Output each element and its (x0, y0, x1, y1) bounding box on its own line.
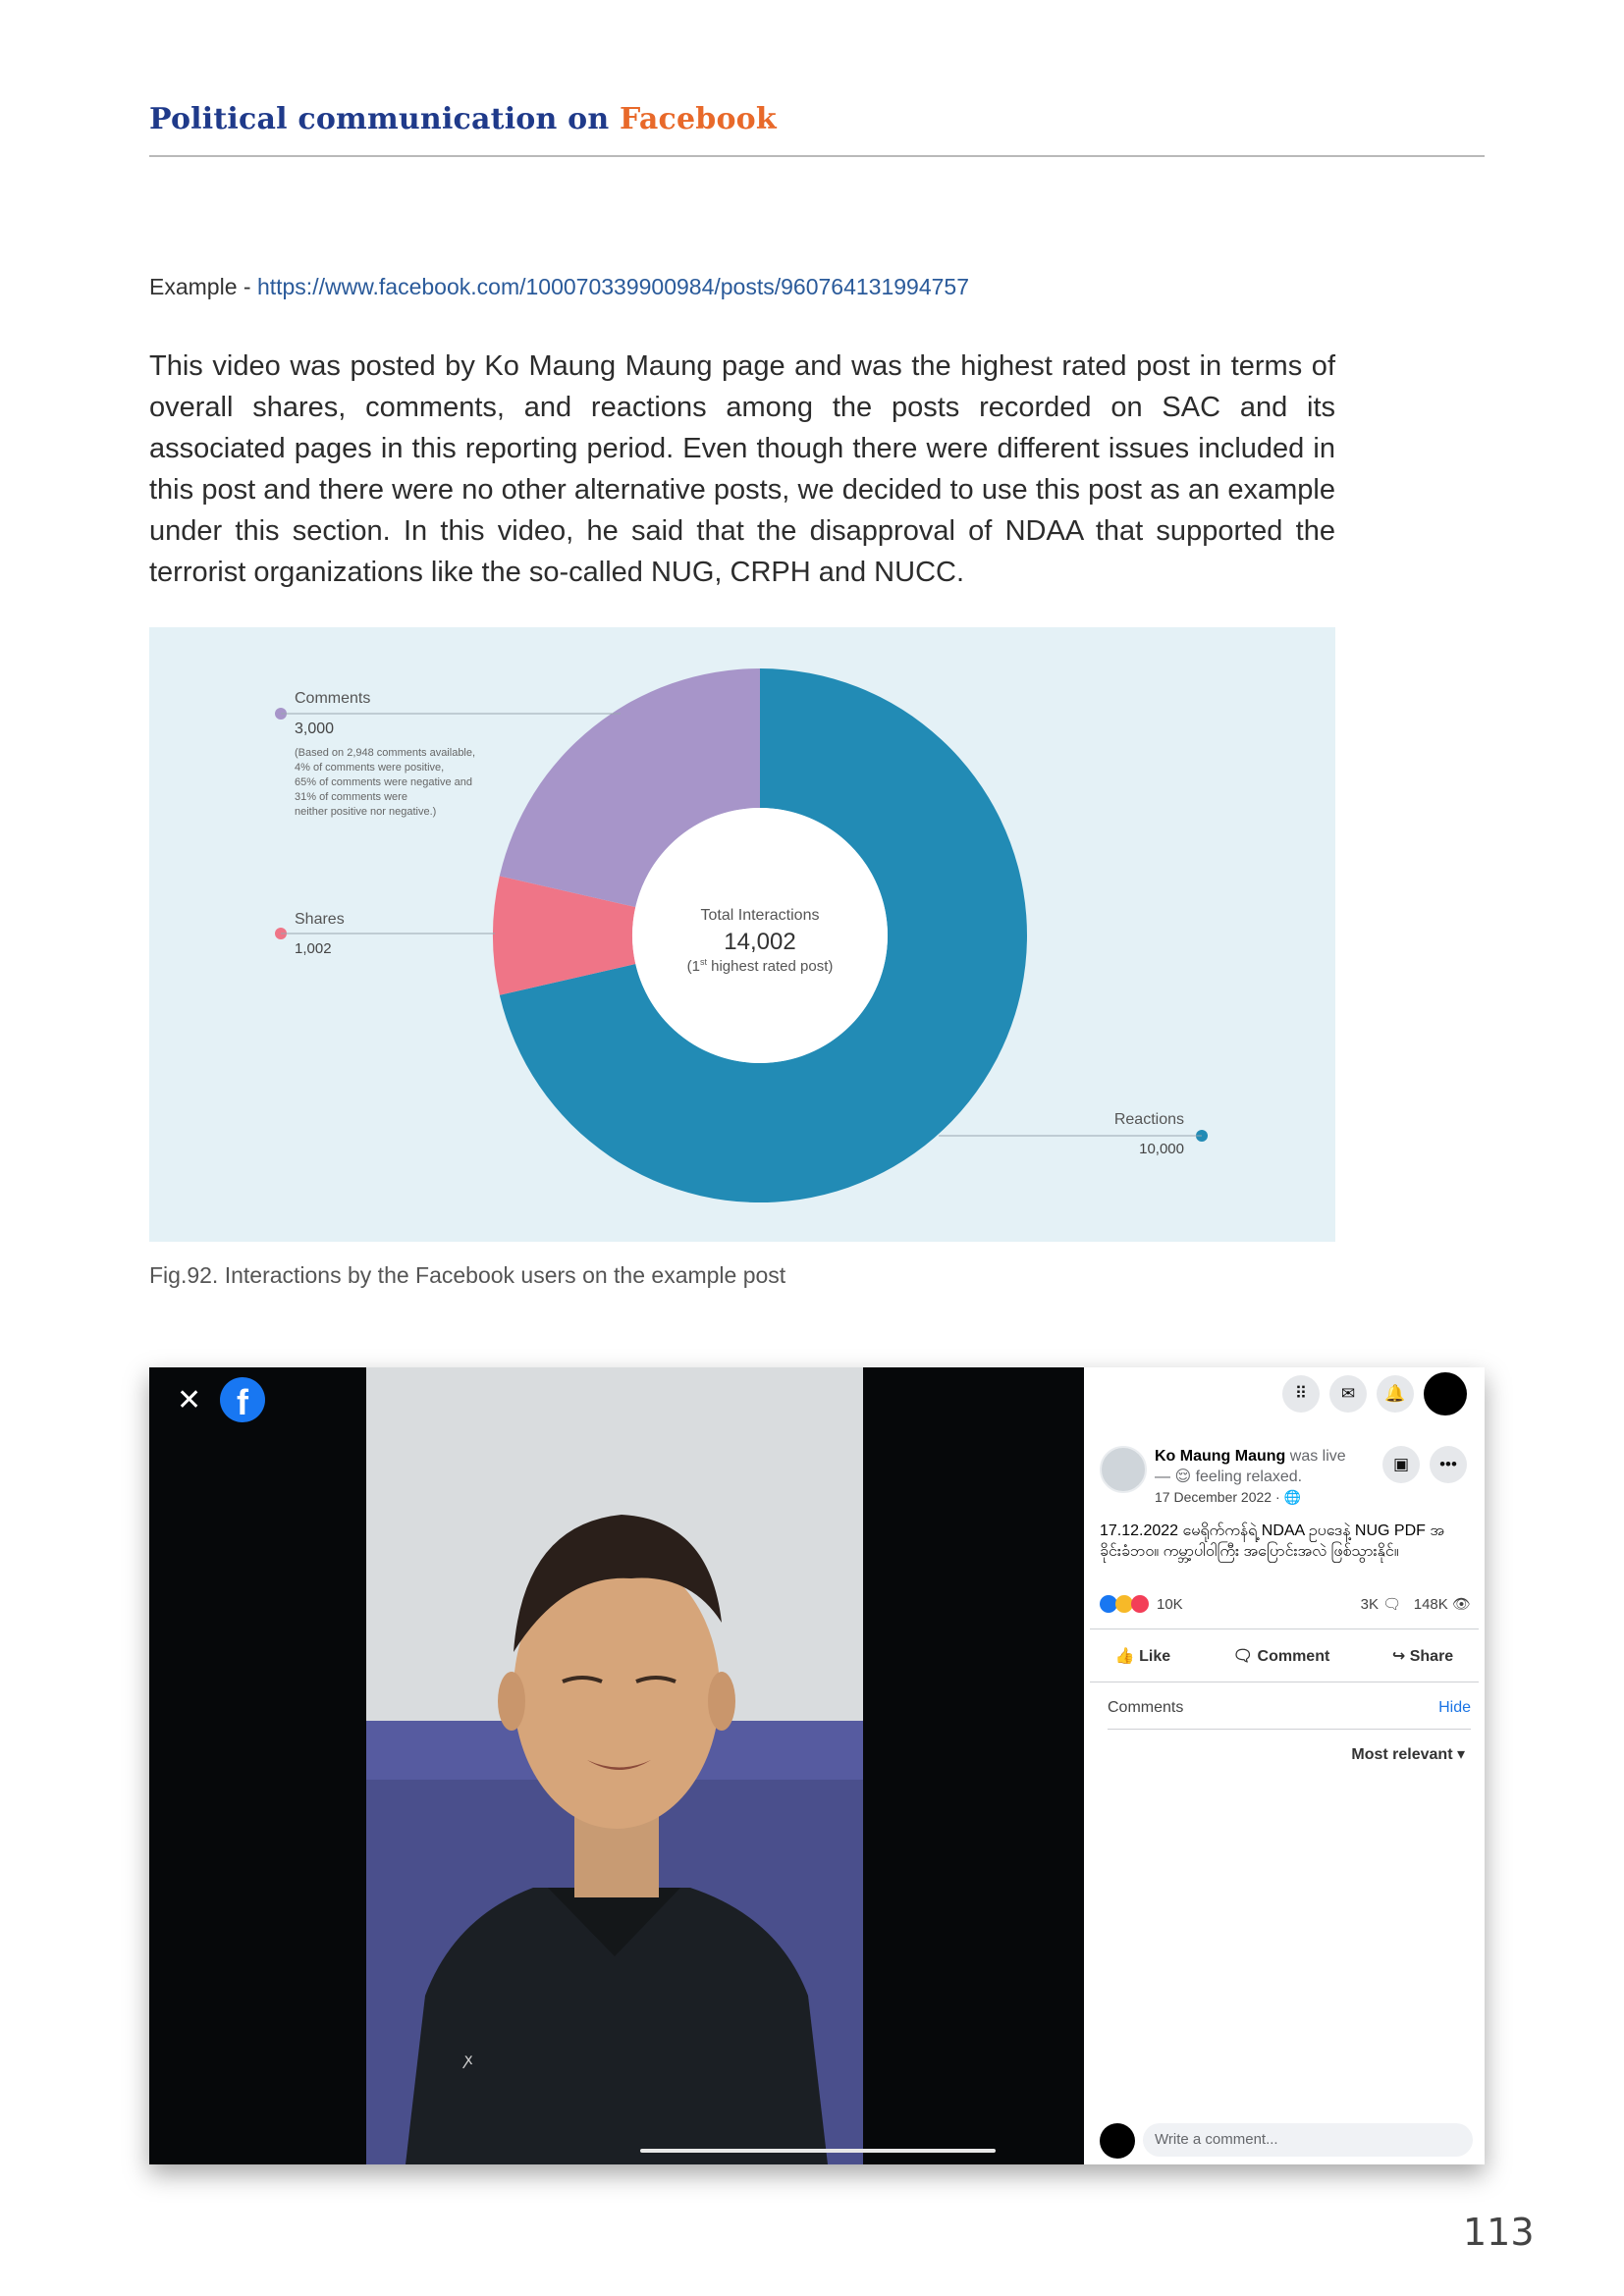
header-title-text: Political communication on (149, 102, 621, 136)
hide-comments-link[interactable]: Hide (1438, 1699, 1471, 1716)
video-frame[interactable] (366, 1367, 863, 2164)
like-button[interactable]: 👍 Like (1114, 1648, 1171, 1665)
example-label: Example - (149, 274, 257, 299)
facebook-screenshot (149, 1367, 1485, 2164)
comments-note-line: 4% of comments were positive, (295, 762, 445, 774)
post-date[interactable]: 17 December 2022 · 🌐 (1155, 1489, 1301, 1505)
views-count: 148K 👁 (1413, 1596, 1471, 1613)
post-action-bar (1084, 1634, 1485, 1678)
comments-header (1108, 1699, 1471, 1717)
label-shares: Shares (295, 911, 345, 928)
running-header (149, 102, 777, 136)
share-label: Share (1409, 1648, 1454, 1665)
figure-caption: Fig.92. Interactions by the Facebook users on the example post (149, 1262, 786, 1288)
center-label: Total Interactions (700, 907, 820, 924)
save-icon[interactable]: ▣ (1382, 1446, 1420, 1483)
svg-text:ꭗ: ꭗ (464, 2052, 473, 2068)
value-shares: 1,002 (295, 940, 332, 957)
more-options-icon[interactable]: ••• (1430, 1446, 1467, 1483)
facebook-logo-icon: f (220, 1377, 265, 1422)
divider (1108, 1729, 1471, 1730)
reactions-count: 10K (1157, 1595, 1183, 1613)
close-icon[interactable]: ✕ (177, 1384, 202, 1416)
notifications-bell-icon[interactable]: 🔔 (1377, 1375, 1414, 1413)
video-person-image (366, 1367, 863, 2164)
reactions-summary[interactable] (1100, 1595, 1183, 1613)
commenter-avatar (1100, 2123, 1135, 2159)
page-name[interactable]: Ko Maung Maung (1155, 1448, 1286, 1465)
love-reaction-icon (1131, 1595, 1149, 1613)
header-title-highlight: Facebook (620, 102, 777, 136)
comments-note-line: (Based on 2,948 comments available, (295, 747, 476, 759)
comments-note-line: 65% of comments were negative and (295, 776, 472, 788)
video-progress-bar[interactable] (640, 2149, 996, 2153)
counts-right (1361, 1595, 1471, 1613)
center-value: 14,002 (724, 929, 796, 955)
messenger-icon[interactable]: ✉ (1329, 1375, 1367, 1413)
value-comments: 3,000 (295, 721, 335, 737)
post-actions-top (1382, 1446, 1467, 1483)
comments-label: Comments (1108, 1699, 1184, 1716)
header-rule (149, 155, 1485, 157)
post-sidebar (1084, 1367, 1485, 2164)
share-button[interactable]: ↪ Share (1391, 1648, 1454, 1665)
post-author (1155, 1446, 1390, 1487)
comment-label: Comment (1257, 1648, 1330, 1665)
example-line (149, 274, 969, 300)
profile-avatar[interactable] (1424, 1372, 1467, 1415)
value-reactions: 10,000 (1139, 1141, 1184, 1157)
post-text: 17.12.2022 မေရိုက်ကန်ရဲ့ NDAA ဥပဒေနဲ့ NUG PDF အခိုင်းခံဘဝ။ ကမ္ဘာ့ပါဝါကြီး အပြောင်းအလဲ ဖြစ်သွားနိုင်။ (1100, 1522, 1445, 1560)
example-link[interactable]: https://www.facebook.com/100070339900984/posts/960764131994757 (256, 274, 969, 299)
center-note: (1st highest rated post) (686, 957, 834, 975)
was-live-text: was live (1289, 1448, 1346, 1465)
donut-chart-svg (149, 627, 1335, 1242)
comments-note-line: neither positive nor negative.) (295, 806, 437, 818)
page-number: 113 (1463, 2211, 1535, 2254)
label-reactions: Reactions (1113, 1111, 1184, 1128)
menu-grid-icon[interactable]: ⠿ (1282, 1375, 1320, 1413)
comment-input[interactable]: Write a comment... (1143, 2123, 1473, 2157)
comments-count[interactable]: 3K 🗨 (1360, 1596, 1402, 1613)
sort-comments-dropdown[interactable]: Most relevant ▾ (1351, 1746, 1465, 1763)
body-paragraph: This video was posted by Ko Maung Maung page and was the highest rated post in terms of overall shares, comments, and reactions among the posts recorded on SAC and its associated pages in this reporting period. Even though there were different issues included in this post and there were no other alternative posts, we decided to use this post as an example under this section. In this video, he said that the disapproval of NDAA that supported the terrorist organizations like the so-called NUG, CRPH and NUCC. (149, 350, 1335, 588)
feeling-text: — 😌 feeling relaxed. (1155, 1468, 1303, 1485)
label-comments: Comments (295, 690, 371, 707)
comment-button[interactable]: 🗨 Comment (1232, 1648, 1330, 1665)
top-icons (1282, 1375, 1467, 1415)
donut-chart (149, 627, 1335, 1242)
page-avatar[interactable] (1100, 1446, 1147, 1493)
like-label: Like (1139, 1648, 1171, 1665)
comments-note-line: 31% of comments were (295, 791, 407, 803)
